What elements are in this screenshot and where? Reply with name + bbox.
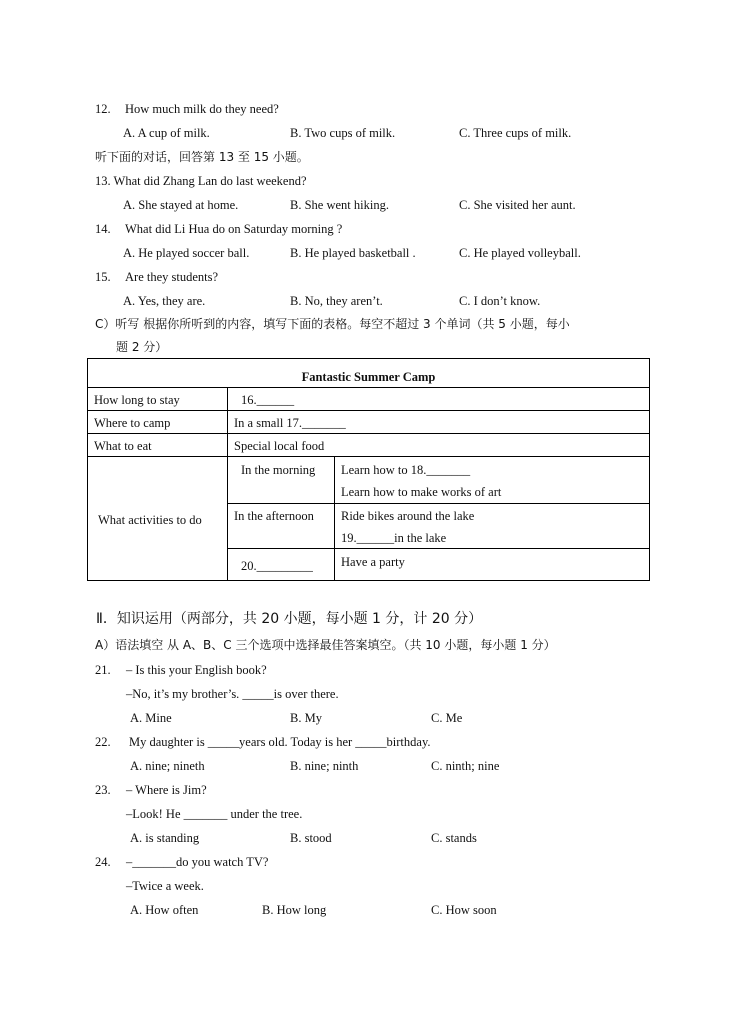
afternoon-label: In the afternoon xyxy=(234,509,314,523)
q21-line1: – Is this your English book? xyxy=(126,663,267,677)
dictation-heading: C）听写 根据你所听到的内容，填写下面的表格。每空不超过 3 个单词（共 5 小题，每小 xyxy=(95,317,570,331)
q23-number: 23. xyxy=(95,783,111,797)
q15-question: Are they students? xyxy=(125,270,219,284)
q14-number: 14. xyxy=(95,222,111,236)
q12-option-b: B. Two cups of milk. xyxy=(290,126,396,140)
dictation-heading-cont: 题 2 分） xyxy=(116,340,168,354)
row-camp-label: Where to camp xyxy=(94,416,171,430)
q12-number: 12. xyxy=(95,102,111,116)
q15-number: 15. xyxy=(95,270,111,284)
q24-option-b: B. How long xyxy=(262,903,327,917)
q13-question: 13. What did Zhang Lan do last weekend? xyxy=(95,174,307,188)
q24-line2: –Twice a week. xyxy=(126,879,204,893)
row-stay-label: How long to stay xyxy=(94,393,180,407)
morning-art: Learn how to make works of art xyxy=(341,485,502,499)
row-eat-label: What to eat xyxy=(94,439,152,453)
row-camp-blank: In a small 17._______ xyxy=(234,416,346,430)
q15-option-c: C. I don’t know. xyxy=(459,294,541,308)
q13-option-b: B. She went hiking. xyxy=(290,198,389,212)
table-title: Fantastic Summer Camp xyxy=(301,370,436,384)
q21-option-b: B. My xyxy=(290,711,322,725)
q22-option-b: B. nine; ninth xyxy=(290,759,359,773)
q22-option-c: C. ninth; nine xyxy=(431,759,500,773)
evening-blank: 20._________ xyxy=(241,559,313,573)
q15-option-b: B. No, they aren’t. xyxy=(290,294,383,308)
q12-option-a: A. A cup of milk. xyxy=(123,126,210,140)
q24-option-c: C. How soon xyxy=(431,903,497,917)
q23-option-c: C. stands xyxy=(431,831,477,845)
q21-line2: –No, it’s my brother’s. _____is over there. xyxy=(126,687,339,701)
q23-option-a: A. is standing xyxy=(130,831,200,845)
activities-label: What activities to do xyxy=(98,513,202,527)
q22-number: 22. xyxy=(95,735,111,749)
row-eat-value: Special local food xyxy=(234,439,325,453)
q24-option-a: A. How often xyxy=(130,903,199,917)
q14-option-a: A. He played soccer ball. xyxy=(123,246,250,260)
afternoon-bikes: Ride bikes around the lake xyxy=(341,509,475,523)
q22-line1: My daughter is _____years old. Today is her _____birthday. xyxy=(129,735,431,749)
q24-line1: –_______do you watch TV? xyxy=(126,855,269,869)
q14-option-c: C. He played volleyball. xyxy=(459,246,581,260)
q14-question: What did Li Hua do on Saturday morning ? xyxy=(125,222,343,236)
q23-line1: – Where is Jim? xyxy=(126,783,207,797)
evening-party: Have a party xyxy=(341,555,405,569)
q13-option-a: A. She stayed at home. xyxy=(123,198,239,212)
q21-option-a: A. Mine xyxy=(130,711,172,725)
grammar-heading: A）语法填空 从 A、B、C 三个选项中选择最佳答案填空。（共 10 小题，每小题 1 分） xyxy=(95,638,556,652)
q12-question: How much milk do they need? xyxy=(125,102,279,116)
row-stay-blank: 16.______ xyxy=(241,393,295,407)
afternoon-blank: 19.______in the lake xyxy=(341,531,447,545)
q21-option-c: C. Me xyxy=(431,711,463,725)
q22-option-a: A. nine; nineth xyxy=(130,759,205,773)
morning-label: In the morning xyxy=(241,463,316,477)
instruction-13-15: 听下面的对话，回答第 13 至 15 小题。 xyxy=(95,150,309,164)
q24-number: 24. xyxy=(95,855,111,869)
q13-option-c: C. She visited her aunt. xyxy=(459,198,576,212)
section-2-heading: Ⅱ．知识运用（两部分，共 20 小题，每小题 1 分，计 20 分） xyxy=(96,611,483,627)
q23-line2: –Look! He _______ under the tree. xyxy=(126,807,303,821)
morning-blank: Learn how to 18._______ xyxy=(341,463,471,477)
q15-option-a: A. Yes, they are. xyxy=(123,294,206,308)
q21-number: 21. xyxy=(95,663,111,677)
q23-option-b: B. stood xyxy=(290,831,332,845)
q14-option-b: B. He played basketball . xyxy=(290,246,416,260)
q12-option-c: C. Three cups of milk. xyxy=(459,126,572,140)
